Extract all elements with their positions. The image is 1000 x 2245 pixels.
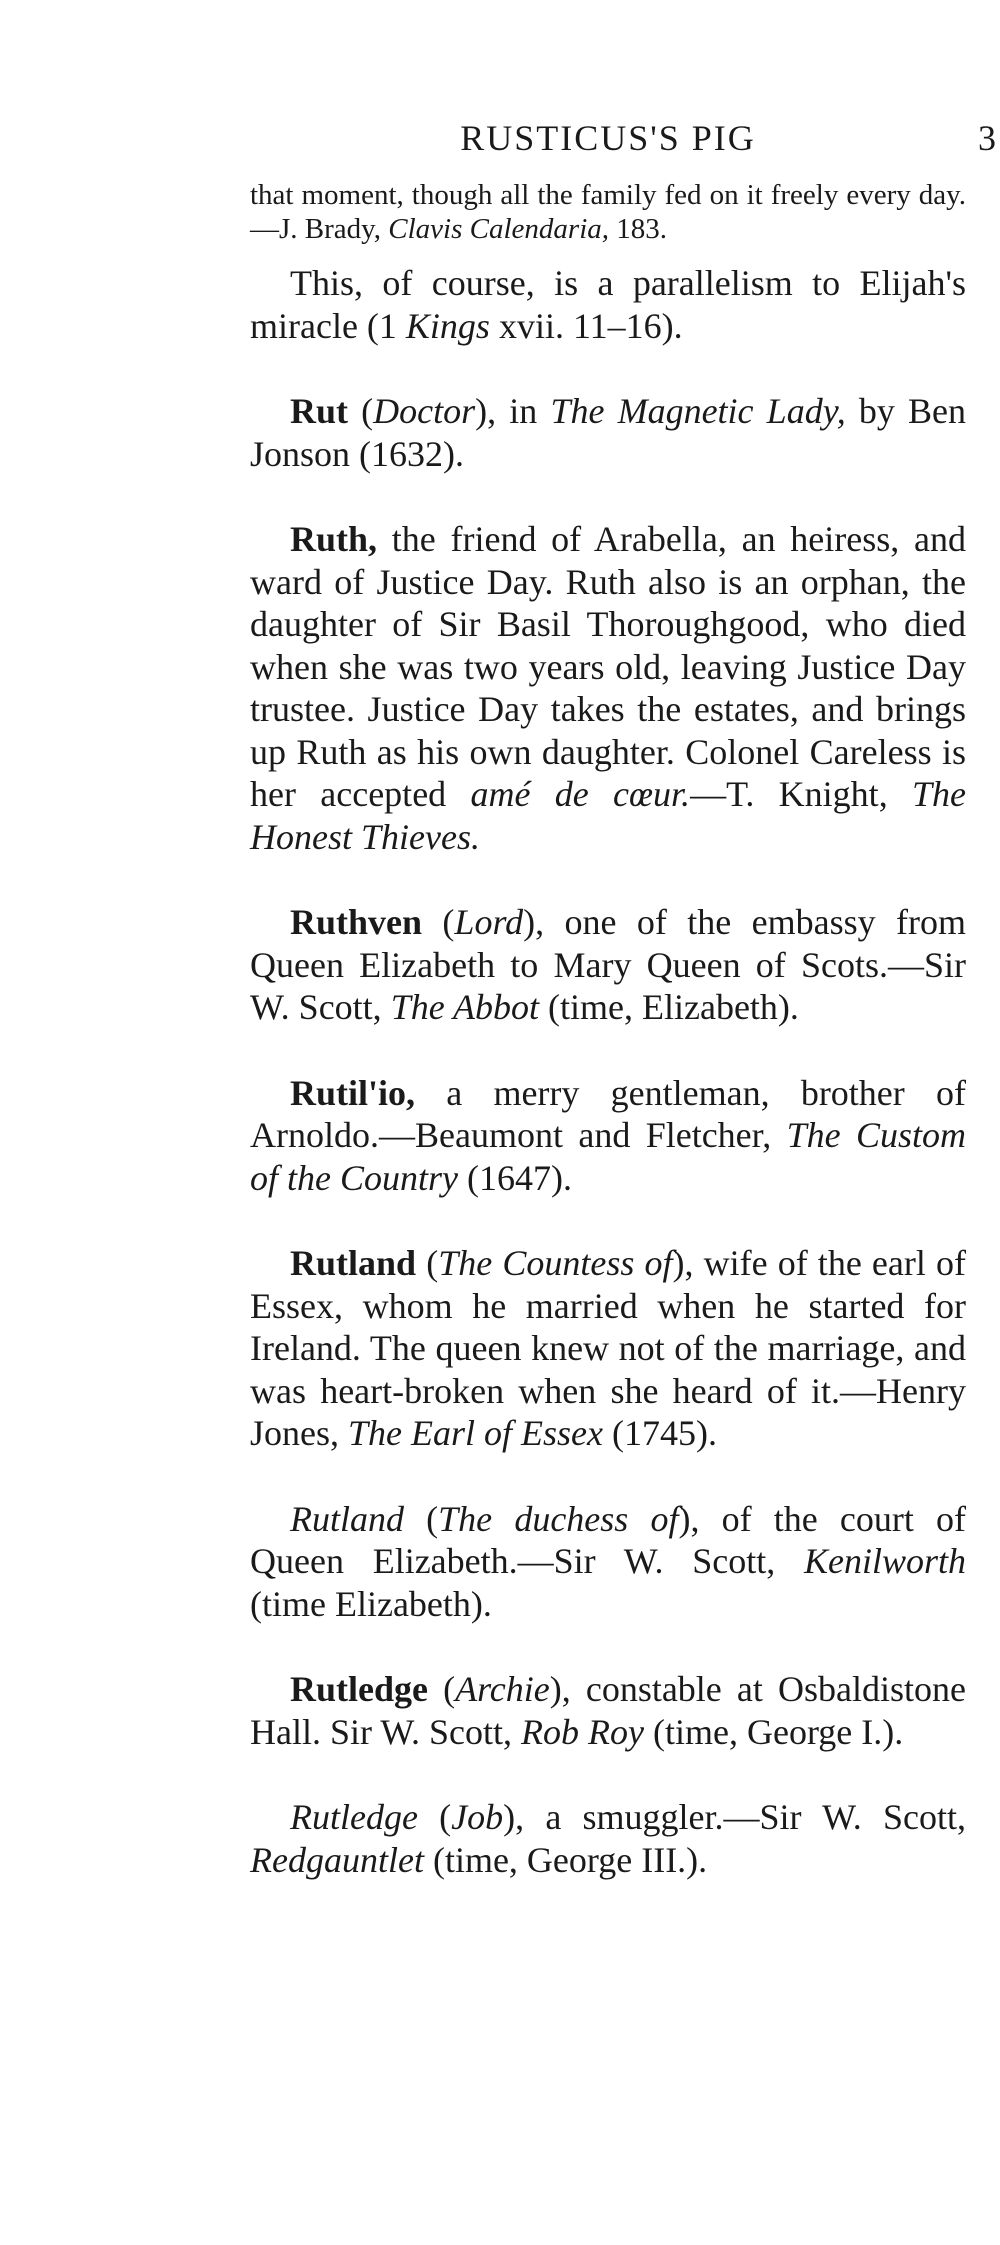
entry-headword: Rutledge xyxy=(290,1669,428,1709)
entry-rutledge-job xyxy=(250,1796,966,1881)
entry-text: ( xyxy=(417,1797,452,1837)
note-text: This, of course, is a parallelism to Elijah's miracle (1 xyxy=(250,263,966,346)
quote-page: 183. xyxy=(609,213,668,245)
entry-work-title: The Honest Thieves. xyxy=(250,774,966,857)
entry-text: ), a smuggler.—Sir W. Scott, xyxy=(503,1797,966,1837)
entry-rutilio xyxy=(250,1072,966,1200)
entry-italic: The duchess of xyxy=(438,1498,679,1539)
entry-text: ), in xyxy=(475,391,551,431)
entry-italic: Archie xyxy=(455,1669,550,1709)
quote-continuation xyxy=(250,178,966,246)
entry-text: (1745). xyxy=(602,1413,717,1453)
entry-italic: The Countess of xyxy=(438,1243,673,1283)
entry-italic: amé de cœur. xyxy=(470,774,691,814)
entry-headword: Ruth, xyxy=(290,519,378,559)
note-paragraph xyxy=(250,262,966,347)
entry-work-title: The Earl of Essex xyxy=(348,1413,603,1453)
entry-ruthven xyxy=(250,901,966,1029)
entry-text: ), one of the embassy from Queen Elizabeth to Mary Queen of Scots.—Sir W. Scott, xyxy=(250,902,966,1027)
entry-rutland-duchess xyxy=(250,1498,966,1626)
entry-text: (time, Elizabeth). xyxy=(539,987,799,1027)
entry-headword: Rutland xyxy=(290,1498,404,1539)
page-number: 3 xyxy=(978,118,996,158)
entry-text: ( xyxy=(422,902,455,942)
entry-rut xyxy=(250,390,966,475)
entry-text: —T. Knight, xyxy=(690,774,912,814)
entry-headword: Rutland xyxy=(290,1243,417,1283)
entry-text: ( xyxy=(416,1243,439,1283)
quote-work: Clavis Calendaria, xyxy=(388,213,610,245)
entry-text: (time, George III.). xyxy=(423,1839,708,1880)
entry-italic: Job xyxy=(451,1797,504,1837)
entry-text: ( xyxy=(404,1498,439,1539)
entry-rutland xyxy=(250,1242,966,1455)
entry-text: ( xyxy=(428,1669,456,1709)
entry-text: a merry gentleman, brother of Arnoldo.—Beaumont and Fletcher, xyxy=(250,1072,966,1155)
entry-italic: Lord xyxy=(454,902,524,942)
entry-headword: Rutledge xyxy=(290,1797,418,1837)
entry-headword: Ruthven xyxy=(290,902,423,942)
entry-rutledge-archie xyxy=(250,1668,966,1753)
entry-text: the friend of Arabella, an heiress, and ward of Justice Day. Ruth also is an orphan, the daughter of Sir Basil Thoroughgood, who died when she was two years old, leaving Justice Day trustee. Justice Day takes the estates, and brings up Ruth as his own daughter. Colonel Careless is her accepted xyxy=(250,519,966,814)
entry-work-title: The Abbot xyxy=(390,987,540,1027)
entry-text: by Ben Jonson (1632). xyxy=(250,391,966,474)
entry-work-title: Redgauntlet xyxy=(250,1839,424,1880)
entry-headword: Rut xyxy=(290,391,349,431)
page xyxy=(250,118,996,1881)
entry-italic: Doctor xyxy=(373,391,476,431)
entry-work-title: The Custom of the Country xyxy=(250,1115,966,1198)
note-book: Kings xyxy=(405,305,490,346)
note-reference: xvii. 11–16). xyxy=(489,305,683,346)
entry-text: ), of the court of Queen Elizabeth.—Sir W. Scott, xyxy=(250,1498,966,1581)
entry-ruth xyxy=(250,518,966,858)
entry-text: (time Elizabeth). xyxy=(250,1583,492,1624)
running-head xyxy=(250,118,996,178)
entry-text: ( xyxy=(348,391,374,431)
running-title: RUSTICUS'S PIG xyxy=(460,118,756,158)
entry-work-title: Rob Roy xyxy=(521,1711,644,1752)
entry-text: ), wife of the earl of Essex, whom he married when he started for Ireland. The queen knew not of the marriage, and was heart-broken when she heard of it.—Henry Jones, xyxy=(250,1243,966,1453)
entry-text: (time, George I.). xyxy=(644,1711,904,1752)
entry-work-title: The Magnetic Lady, xyxy=(550,391,846,431)
entry-text: ), constable at Osbaldistone Hall. Sir W. Scott, xyxy=(250,1669,966,1752)
entry-work-title: Kenilworth xyxy=(803,1541,966,1581)
entry-text: (1647). xyxy=(457,1157,572,1198)
entry-headword: Rutil'io, xyxy=(290,1072,416,1113)
quote-text: that moment, though all the family fed on it freely every day.—J. Brady, xyxy=(250,179,966,245)
